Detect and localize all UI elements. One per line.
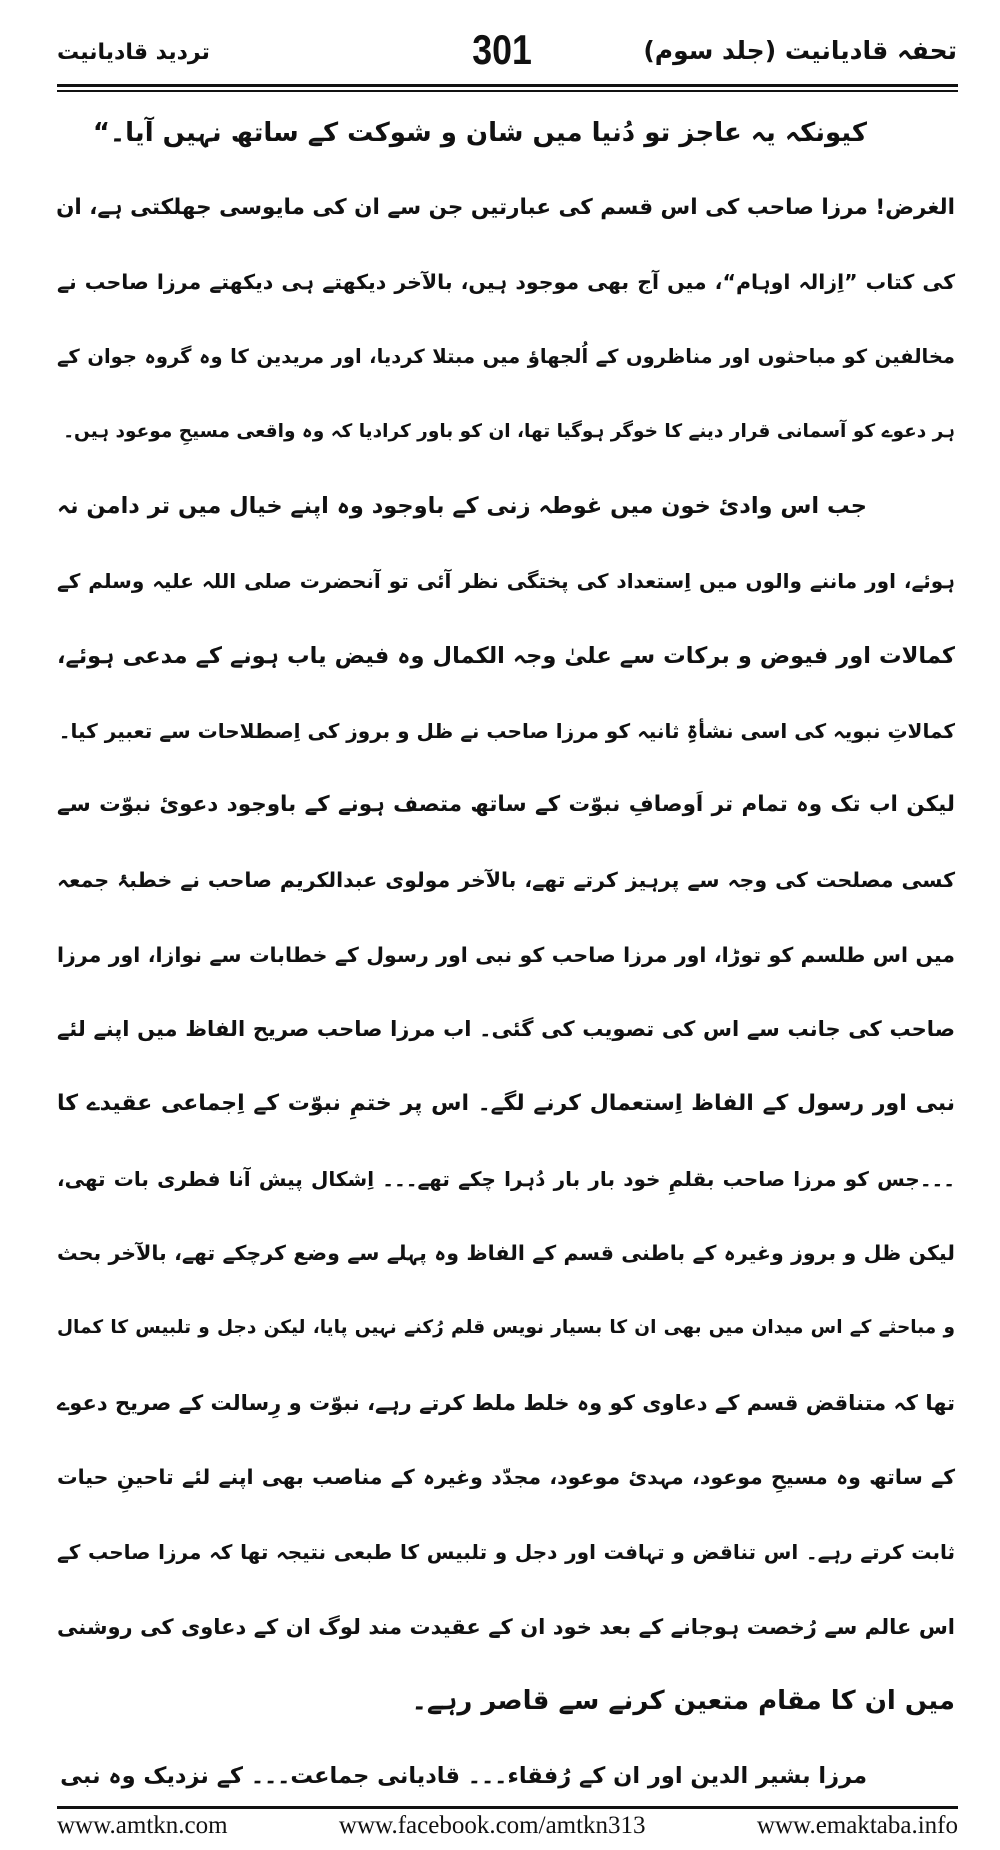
page-footer — [57, 1812, 958, 1840]
page-number: 301 — [472, 26, 532, 73]
text-line: کمالاتِ نبویہ کی اسی نشأۃِ ثانیہ کو مرزا صاحب نے ظل و بروز کی اِصطلاحات سے تعبیر کیا۔ — [58, 718, 955, 743]
text-line: ہر دعوے کو آسمانی قرار دینے کا خوگر ہوگیا تھا، ان کو باور کرادیا کہ وہ واقعی مسیحِ موعود ہیں۔ — [63, 420, 955, 442]
text-line: ۔۔۔جس کو مرزا صاحب بقلمِ خود بار بار دُہرا چکے تھے۔۔۔ اِشکال پیش آنا فطری بات تھی، — [57, 1166, 955, 1191]
text-line: مرزا بشیر الدین اور ان کے رُفقاء۔۔۔ قادیانی جماعت۔۔۔ کے نزدیک وہ نبی — [60, 1763, 867, 1790]
text-line: ثابت کرتے رہے۔ اس تناقض و تہافت اور دجل و تلبیس کا طبعی نتیجہ تھا کہ مرزا صاحب کے — [57, 1540, 955, 1565]
text-line: کی کتاب ”اِزالہ اوہام“، میں آج بھی موجود ہیں، بالآخر دیکھتے ہی دیکھتے مرزا صاحب نے — [57, 270, 955, 295]
text-line: نبی اور رسول کے الفاظ اِستعمال کرنے لگے۔ اس پر ختمِ نبوّت کے اِجماعی عقیدے کا — [57, 1090, 955, 1116]
header-rule-thick — [57, 84, 958, 87]
header-rule-thin — [57, 90, 958, 92]
text-line: تھا کہ متناقض قسم کے دعاوی کو وہ خلط ملط کرتے رہے، نبوّت و رِسالت کے صریح دعوے — [57, 1390, 955, 1415]
text-line: کمالات اور فیوض و برکات سے علیٰ وجہ الکمال وہ فیض یاب ہونے کے مدعی ہوئے، — [57, 642, 955, 669]
section-title: تردید قادیانیت — [57, 40, 210, 65]
page-body-text — [57, 96, 955, 1814]
text-line: میں اس طلسم کو توڑا، اور مرزا صاحب کو نبی اور رسول کے خطابات سے نوازا، اور مرزا — [57, 942, 955, 967]
text-line: لیکن ظل و بروز وغیرہ کے باطنی قسم کے الفاظ وہ پہلے سے وضع کرچکے تھے، بالآخر بحث — [57, 1241, 955, 1266]
text-line: ہوئے، اور ماننے والوں میں اِستعداد کی پختگی نظر آئی تو آنحضرت صلی اللہ علیہ وسلم کے — [57, 569, 955, 594]
text-line: کیونکہ یہ عاجز تو دُنیا میں شان و شوکت کے ساتھ نہیں آیا۔“ — [92, 118, 867, 148]
text-line: جب اس وادیٔ خون میں غوطہ زنی کے باوجود وہ اپنے خیال میں تر دامن نہ — [56, 493, 867, 520]
text-line: الغرض! مرزا صاحب کی اس قسم کی عبارتیں جن سے ان کی مایوسی جھلکتی ہے، ان — [56, 194, 955, 220]
text-line: کے ساتھ وہ مسیحِ موعود، مہدیٔ موعود، مجدّد وغیرہ کے مناصب بھی اپنے لئے تاحینِ حیات — [57, 1465, 955, 1490]
footer-link-facebook[interactable]: www.facebook.com/amtkn313 — [338, 1812, 646, 1839]
text-line: اس عالم سے رُخصت ہوجانے کے بعد خود ان کے عقیدت مند لوگ ان کے دعاوی کی روشنی — [57, 1614, 955, 1639]
footer-link-emaktaba[interactable]: www.emaktaba.info — [756, 1812, 958, 1839]
text-line: لیکن اب تک وہ تمام تر اَوصافِ نبوّت کے ساتھ متصف ہونے کے باوجود دعویٔ نبوّت سے — [57, 792, 955, 818]
text-line: میں ان کا مقام متعین کرنے سے قاصر رہے۔ — [411, 1686, 955, 1717]
book-title: تحفہ قادیانیت (جلد سوم) — [643, 36, 957, 65]
text-line: کسی مصلحت کی وجہ سے پرہیز کرتے تھے، بالآخر مولوی عبدالکریم صاحب نے خطبۂ جمعہ — [57, 867, 955, 892]
footer-link-amtkn[interactable]: www.amtkn.com — [57, 1812, 228, 1839]
footer-rule — [57, 1806, 958, 1809]
text-line: مخالفین کو مباحثوں اور مناظروں کے اُلجھاؤ میں مبتلا کردیا، اور مریدین کا وہ گروہ جوان کے — [57, 345, 955, 369]
page-header — [57, 28, 957, 78]
text-line: و مباحثے کے اس میدان میں بھی ان کا بسیار نویس قلم رُکنے نہیں پایا، لیکن دجل و تلبیس کا کمال — [57, 1317, 955, 1338]
text-line: صاحب کی جانب سے اس کی تصویب کی گئی۔ اب مرزا صاحب صریح الفاظ میں اپنے لئے — [57, 1017, 955, 1042]
